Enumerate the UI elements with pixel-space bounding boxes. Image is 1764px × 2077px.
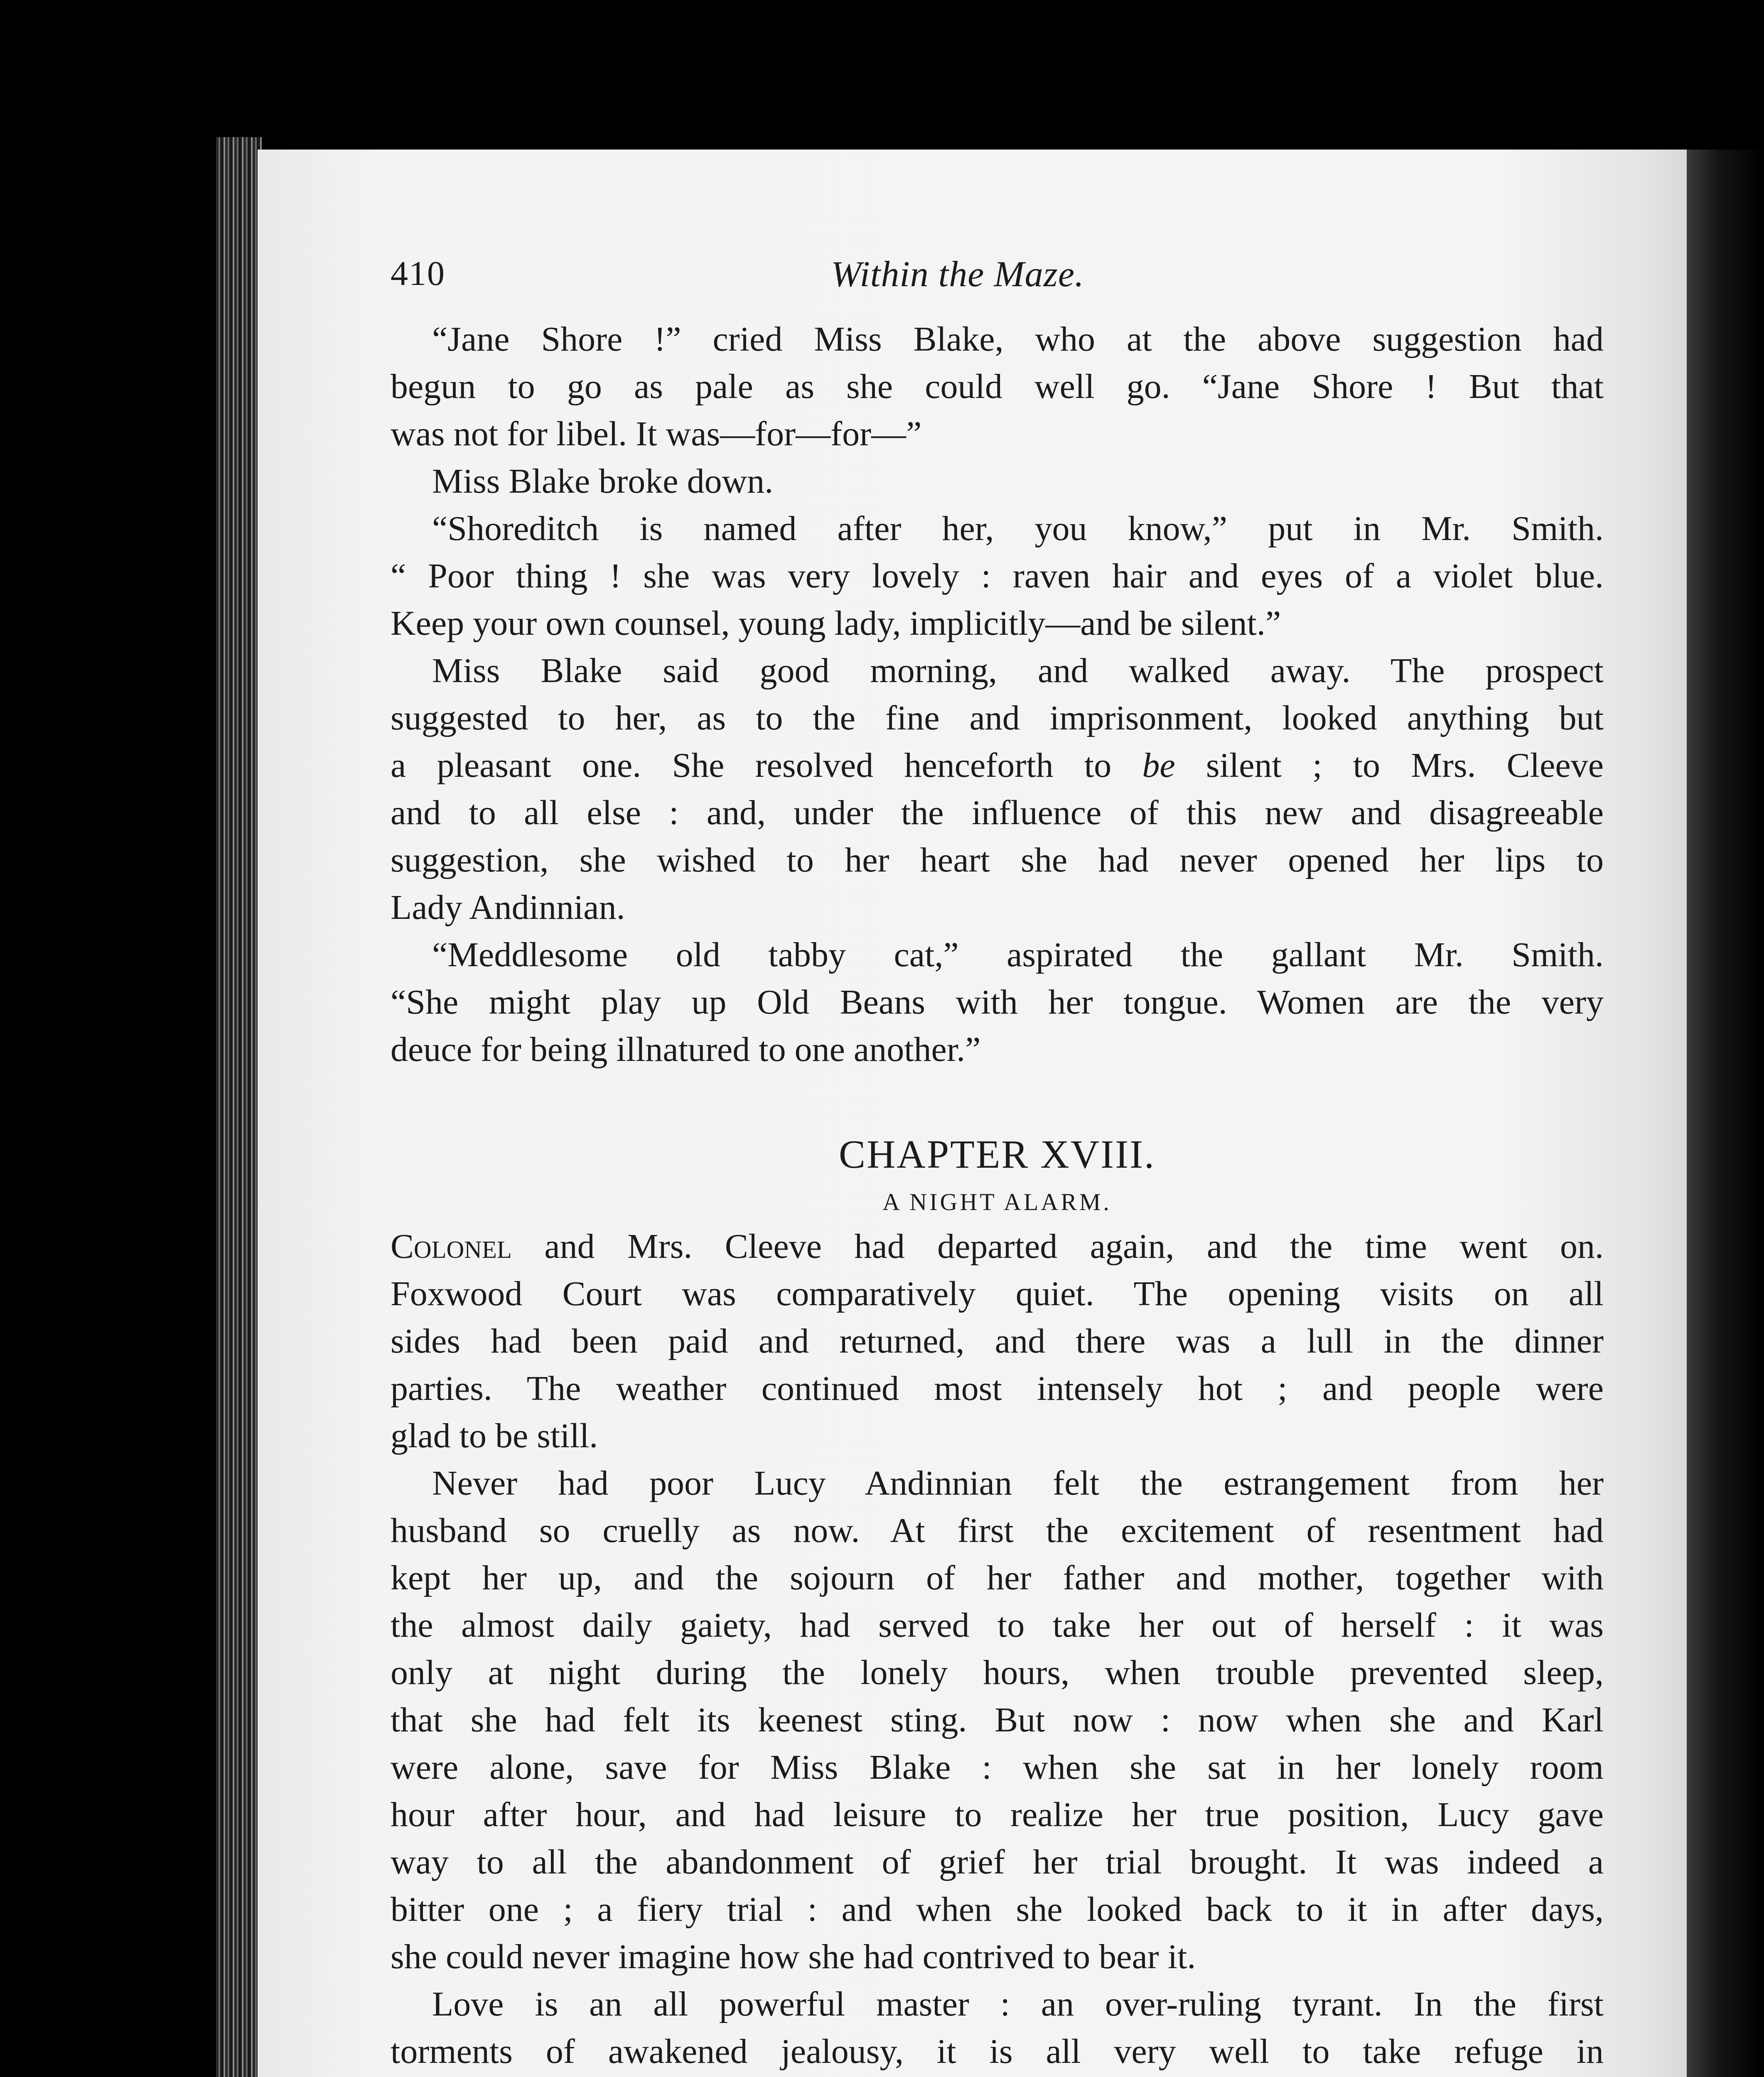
text-line xyxy=(391,742,1604,789)
page-header xyxy=(391,253,1604,316)
page-text xyxy=(391,253,1604,2077)
text-line: Lady Andinnian. xyxy=(391,888,625,927)
book-gutter-edge xyxy=(216,137,262,2077)
text-line: glad to be still. xyxy=(391,1417,598,1455)
text-line: only at night during the lonely hours, when trouble prevented sleep, xyxy=(391,1653,1604,1692)
text-line: “ Poor thing ! she was very lovely : raven hair and eyes of a violet blue. xyxy=(391,557,1604,595)
text-line: bitter one ; a fiery trial : and when she looked back to it in after days, xyxy=(391,1890,1604,1929)
facing-page-shadow xyxy=(1687,150,1764,2077)
text-line: and to all else : and, under the influence of this new and disagreeable xyxy=(391,793,1604,832)
text-line: way to all the abandonment of grief her trial brought. It was indeed a xyxy=(391,1843,1604,1881)
text-run: and Mrs. Cleeve had departed again, and the time went on. xyxy=(511,1227,1604,1266)
text-line: hour after hour, and had leisure to realize her true position, Lucy gave xyxy=(391,1795,1604,1834)
text-line: Miss Blake said good morning, and walked away. The prospect xyxy=(432,651,1604,690)
text-line: “Jane Shore !” cried Miss Blake, who at the above suggestion had xyxy=(432,320,1604,358)
text-line xyxy=(391,2075,1604,2077)
text-line: “She might play up Old Beans with her tongue. Women are the very xyxy=(391,983,1604,1021)
text-line: she could never imagine how she had contrived to bear it. xyxy=(391,1937,1196,1976)
text-run: a pleasant one. She resolved henceforth to xyxy=(391,746,1142,785)
text-line: the almost daily gaiety, had served to take her out of herself : it was xyxy=(391,1606,1604,1645)
text-line: torments of awakened jealousy, it is all very well to take refuge in xyxy=(391,2032,1604,2071)
text-line: Never had poor Lucy Andinnian felt the estrangement from her xyxy=(432,1464,1604,1503)
chapter-title: CHAPTER XVIII. xyxy=(839,1132,1155,1176)
page-number: 410 xyxy=(391,254,445,293)
small-caps-word: Colonel xyxy=(391,1227,512,1266)
text-line: that she had felt its keenest sting. But now : now when she and Karl xyxy=(391,1701,1604,1739)
italic-word: be xyxy=(1142,746,1175,785)
text-line: begun to go as pale as she could well go. “Jane Shore ! But that xyxy=(391,367,1604,406)
text-line xyxy=(391,1223,1604,1270)
text-run: silent ; to Mrs. Cleeve xyxy=(1175,746,1604,785)
chapter-subtitle: A NIGHT ALARM. xyxy=(882,1188,1112,1215)
text-line: Foxwood Court was comparatively quiet. The opening visits on all xyxy=(391,1274,1604,1313)
text-line: suggestion, she wished to her heart she had never opened her lips to xyxy=(391,841,1604,879)
text-line: deuce for being illnatured to one another.” xyxy=(391,1030,981,1069)
running-head: Within the Maze. xyxy=(831,254,1084,295)
text-line: suggested to her, as to the fine and imprisonment, looked anything but xyxy=(391,699,1604,737)
text-line: Miss Blake broke down. xyxy=(432,462,774,501)
text-line: husband so cruelly as now. At first the excitement of resentment had xyxy=(391,1511,1604,1550)
text-line: was not for libel. It was—for—for—” xyxy=(391,415,922,453)
text-line: “Meddlesome old tabby cat,” aspirated the gallant Mr. Smith. xyxy=(432,935,1604,974)
text-line: kept her up, and the sojourn of her father and mother, together with xyxy=(391,1559,1604,1597)
text-line: “Shoreditch is named after her, you know,” put in Mr. Smith. xyxy=(432,509,1604,548)
text-line: Keep your own counsel, young lady, implicitly—and be silent.” xyxy=(391,604,1281,643)
text-line: were alone, save for Miss Blake : when she sat in her lonely room xyxy=(391,1748,1604,1787)
text-line: Love is an all powerful master : an over-ruling tyrant. In the first xyxy=(432,1985,1604,2023)
text-line: parties. The weather continued most intensely hot ; and people were xyxy=(391,1369,1604,1408)
text-line: sides had been paid and returned, and there was a lull in the dinner xyxy=(391,1322,1604,1360)
